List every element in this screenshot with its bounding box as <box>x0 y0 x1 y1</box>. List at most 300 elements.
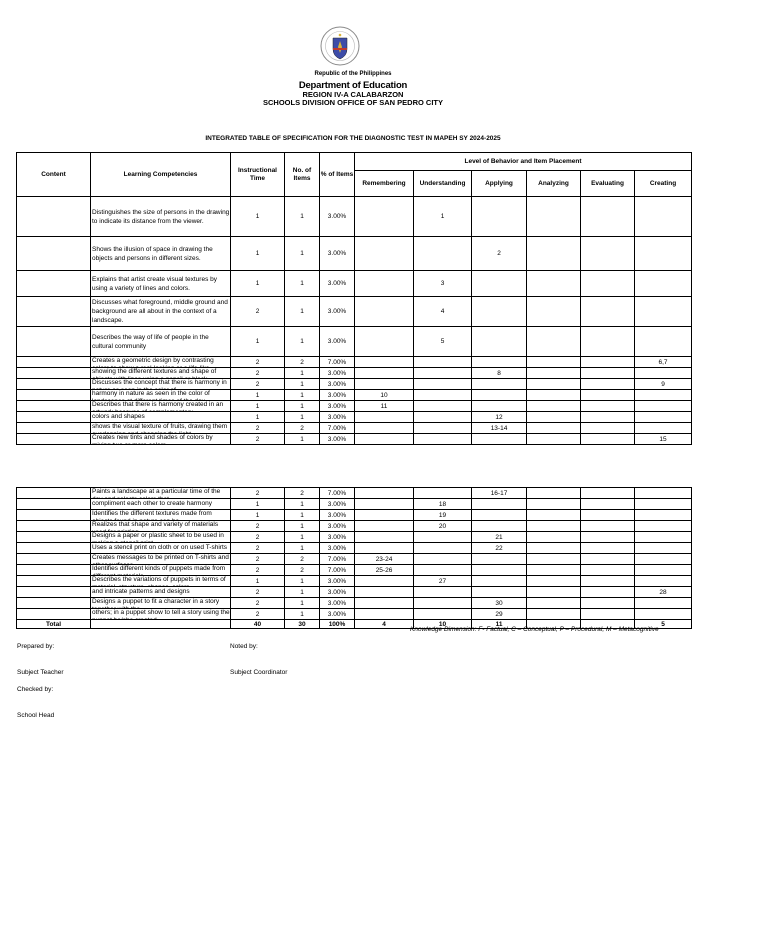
creating-cell <box>635 598 692 609</box>
percent-cell: 3.00% <box>320 412 355 423</box>
department-label: Department of Education <box>298 80 408 91</box>
evaluating-cell <box>581 327 635 357</box>
competency-cell <box>91 412 231 423</box>
understanding-cell <box>414 401 472 412</box>
applying-cell: 8 <box>472 368 527 379</box>
table-row <box>17 412 692 423</box>
time-cell: 2 <box>231 554 285 565</box>
understanding-cell: 18 <box>414 499 472 510</box>
competency-text: Uses a stencil print on cloth or on used T-shirts <box>92 544 227 551</box>
content-cell <box>17 423 91 434</box>
creating-cell <box>635 271 692 297</box>
division-label: SCHOOLS DIVISION OFFICE OF SAN PEDRO CITY <box>262 98 443 107</box>
applying-cell <box>472 327 527 357</box>
percent-cell: 3.00% <box>320 521 355 532</box>
content-cell <box>17 543 91 554</box>
applying-cell: 30 <box>472 598 527 609</box>
analyzing-cell <box>527 271 581 297</box>
content-cell <box>17 488 91 499</box>
applying-cell <box>472 390 527 401</box>
remembering-cell <box>355 197 414 237</box>
items-cell: 1 <box>285 434 320 445</box>
analyzing-cell <box>527 237 581 271</box>
understanding-cell <box>414 565 472 576</box>
analyzing-cell <box>527 379 581 390</box>
percent-cell: 3.00% <box>320 271 355 297</box>
remembering-cell <box>355 521 414 532</box>
creating-cell <box>635 565 692 576</box>
time-cell: 1 <box>231 197 285 237</box>
understanding-cell <box>414 598 472 609</box>
items-cell: 1 <box>285 521 320 532</box>
creating-cell <box>635 327 692 357</box>
competency-text: showing the different textures and shape of <box>92 368 217 375</box>
remembering-cell <box>355 609 414 620</box>
understanding-cell <box>414 609 472 620</box>
understanding-cell: 5 <box>414 327 472 357</box>
table-row <box>17 297 692 327</box>
header-applying: Applying <box>472 171 527 197</box>
applying-cell <box>472 565 527 576</box>
creating-cell <box>635 297 692 327</box>
republic-label: Republic of the Philippines <box>314 71 392 77</box>
percent-cell: 3.00% <box>320 379 355 390</box>
table-row <box>17 576 692 587</box>
header-percent: % of Items <box>320 153 355 197</box>
evaluating-cell <box>581 576 635 587</box>
percent-cell: 7.00% <box>320 357 355 368</box>
percent-cell: 3.00% <box>320 609 355 620</box>
creating-cell <box>635 576 692 587</box>
table-row <box>17 587 692 598</box>
competency-text: and intricate patterns and designs <box>92 588 190 595</box>
evaluating-cell <box>581 423 635 434</box>
competency-text: shows the visual texture of fruits, drawing them <box>92 423 228 430</box>
creating-cell <box>635 368 692 379</box>
content-cell <box>17 237 91 271</box>
competency-cell <box>91 609 231 620</box>
applying-cell: 12 <box>472 412 527 423</box>
table-row <box>17 499 692 510</box>
evaluating-cell <box>581 521 635 532</box>
competency-cell <box>91 598 231 609</box>
content-cell <box>17 271 91 297</box>
competency-text: colors and shapes <box>92 413 145 420</box>
percent-cell: 7.00% <box>320 488 355 499</box>
time-cell: 2 <box>231 609 285 620</box>
creating-cell <box>635 237 692 271</box>
items-cell: 1 <box>285 412 320 423</box>
remembering-cell: 11 <box>355 401 414 412</box>
understanding-cell <box>414 488 472 499</box>
document-title: INTEGRATED TABLE OF SPECIFICATION FOR THE DIAGNOSTIC TEST IN MAPEH SY 2024-2025 <box>205 135 501 142</box>
competency-cell <box>91 576 231 587</box>
time-cell: 2 <box>231 297 285 327</box>
table-row <box>17 368 692 379</box>
understanding-cell: 20 <box>414 521 472 532</box>
content-cell <box>17 532 91 543</box>
understanding-cell: 27 <box>414 576 472 587</box>
time-cell: 2 <box>231 434 285 445</box>
competency-cell <box>91 379 231 390</box>
total-applying: 11 <box>472 620 527 629</box>
evaluating-cell <box>581 565 635 576</box>
competency-cell <box>91 510 231 521</box>
percent-cell: 7.00% <box>320 554 355 565</box>
header-competencies: Learning Competencies <box>91 153 231 197</box>
time-cell: 1 <box>231 401 285 412</box>
competency-cell <box>91 423 231 434</box>
remembering-cell: 25-26 <box>355 565 414 576</box>
remembering-cell <box>355 368 414 379</box>
competency-text: Paints a landscape at a particular time of the <box>92 488 221 495</box>
competency-text: Discusses what foreground, middle ground and background are all about in the context of a landscape. <box>92 299 228 324</box>
evaluating-cell <box>581 609 635 620</box>
understanding-cell <box>414 390 472 401</box>
percent-cell: 3.00% <box>320 434 355 445</box>
applying-cell <box>472 401 527 412</box>
deped-seal <box>320 25 360 67</box>
analyzing-cell <box>527 488 581 499</box>
specification-table-part1 <box>16 152 692 445</box>
applying-cell: 21 <box>472 532 527 543</box>
understanding-cell <box>414 357 472 368</box>
header-understanding: Understanding <box>414 171 472 197</box>
competency-text: Identifies the different textures made from <box>92 510 212 517</box>
competency-cell <box>91 390 231 401</box>
analyzing-cell <box>527 598 581 609</box>
applying-cell <box>472 379 527 390</box>
remembering-cell <box>355 587 414 598</box>
understanding-cell <box>414 587 472 598</box>
evaluating-cell <box>581 237 635 271</box>
percent-cell: 3.00% <box>320 510 355 521</box>
competency-cell <box>91 587 231 598</box>
competency-cell <box>91 488 231 499</box>
specification-table-part2 <box>16 487 692 629</box>
applying-cell <box>472 576 527 587</box>
table-row <box>17 510 692 521</box>
creating-cell <box>635 532 692 543</box>
competency-cell <box>91 237 231 271</box>
competency-text: compliment each other to create harmony <box>92 500 212 507</box>
time-cell: 2 <box>231 357 285 368</box>
table-row <box>17 327 692 357</box>
items-cell: 2 <box>285 565 320 576</box>
competency-text: Describes the variations of puppets in terms of <box>92 576 226 583</box>
total-percent: 100% <box>320 620 355 629</box>
analyzing-cell <box>527 297 581 327</box>
remembering-cell <box>355 510 414 521</box>
evaluating-cell <box>581 434 635 445</box>
creating-cell <box>635 390 692 401</box>
header-analyzing: Analyzing <box>527 171 581 197</box>
competency-text: Discusses the concept that there is harmony in <box>92 379 227 386</box>
evaluating-cell <box>581 499 635 510</box>
items-cell: 1 <box>285 368 320 379</box>
competency-text: Creates new tints and shades of colors by <box>92 434 213 441</box>
creating-cell: 9 <box>635 379 692 390</box>
prepared-by-label: Prepared by: <box>17 643 55 650</box>
percent-cell: 3.00% <box>320 598 355 609</box>
content-cell <box>17 379 91 390</box>
analyzing-cell <box>527 543 581 554</box>
competency-text: Realizes that shape and variety of materials <box>92 521 219 528</box>
content-cell <box>17 499 91 510</box>
content-cell <box>17 598 91 609</box>
items-cell: 2 <box>285 423 320 434</box>
knowledge-dimension-note: Knowledge Dimension: F- Factual, C – Conceptual, P – Procedural, M – Metacognitive <box>410 626 659 633</box>
table-row <box>17 598 692 609</box>
items-cell: 1 <box>285 543 320 554</box>
remembering-cell <box>355 423 414 434</box>
content-cell <box>17 554 91 565</box>
percent-cell: 3.00% <box>320 237 355 271</box>
items-cell: 1 <box>285 237 320 271</box>
analyzing-cell <box>527 587 581 598</box>
time-cell: 1 <box>231 237 285 271</box>
understanding-cell: 3 <box>414 271 472 297</box>
table-row <box>17 554 692 565</box>
evaluating-cell <box>581 554 635 565</box>
time-cell: 1 <box>231 327 285 357</box>
competency-text: Designs a puppet to fit a character in a story <box>92 598 220 605</box>
school-head-label: School Head <box>17 712 55 719</box>
content-cell <box>17 197 91 237</box>
evaluating-cell <box>581 390 635 401</box>
remembering-cell <box>355 499 414 510</box>
time-cell: 2 <box>231 587 285 598</box>
analyzing-cell <box>527 197 581 237</box>
evaluating-cell <box>581 357 635 368</box>
remembering-cell: 23-24 <box>355 554 414 565</box>
time-cell: 1 <box>231 510 285 521</box>
items-cell: 1 <box>285 401 320 412</box>
content-cell <box>17 401 91 412</box>
applying-cell <box>472 510 527 521</box>
analyzing-cell <box>527 412 581 423</box>
understanding-cell: 4 <box>414 297 472 327</box>
evaluating-cell <box>581 488 635 499</box>
competency-text: Designs a paper or plastic sheet to be used in <box>92 532 224 539</box>
items-cell: 1 <box>285 598 320 609</box>
items-cell: 2 <box>285 488 320 499</box>
time-cell: 1 <box>231 576 285 587</box>
evaluating-cell <box>581 271 635 297</box>
table-row <box>17 609 692 620</box>
competency-text: Shows the illusion of space in drawing the objects and persons in different sizes. <box>92 245 213 262</box>
table-row <box>17 357 692 368</box>
content-cell <box>17 576 91 587</box>
creating-cell <box>635 609 692 620</box>
header-creating: Creating <box>635 171 692 197</box>
creating-cell <box>635 554 692 565</box>
competency-cell <box>91 297 231 327</box>
competency-cell <box>91 554 231 565</box>
total-creating: 5 <box>635 620 692 629</box>
table-row <box>17 521 692 532</box>
analyzing-cell <box>527 423 581 434</box>
time-cell: 2 <box>231 423 285 434</box>
table-row <box>17 379 692 390</box>
understanding-cell <box>414 532 472 543</box>
header-content: Content <box>17 153 91 197</box>
applying-cell <box>472 499 527 510</box>
remembering-cell: 10 <box>355 390 414 401</box>
content-cell <box>17 327 91 357</box>
table-row <box>17 532 692 543</box>
competency-text: harmony in nature as seen in the color of <box>92 390 210 397</box>
applying-cell: 2 <box>472 237 527 271</box>
competency-cell <box>91 499 231 510</box>
competency-text: Creates messages to be printed on T-shirts and <box>92 554 229 561</box>
percent-cell: 3.00% <box>320 532 355 543</box>
header-items: No. of Items <box>285 153 320 197</box>
evaluating-cell <box>581 379 635 390</box>
content-cell <box>17 609 91 620</box>
content-cell <box>17 434 91 445</box>
remembering-cell <box>355 532 414 543</box>
time-cell: 2 <box>231 521 285 532</box>
content-cell <box>17 510 91 521</box>
understanding-cell <box>414 379 472 390</box>
table-row <box>17 390 692 401</box>
competency-cell <box>91 521 231 532</box>
evaluating-cell <box>581 543 635 554</box>
items-cell: 1 <box>285 532 320 543</box>
total-items: 30 <box>285 620 320 629</box>
analyzing-cell <box>527 499 581 510</box>
table-row <box>17 543 692 554</box>
evaluating-cell <box>581 297 635 327</box>
checked-by-label: Checked by: <box>17 686 54 693</box>
creating-cell <box>635 423 692 434</box>
analyzing-cell <box>527 390 581 401</box>
competency-cell <box>91 532 231 543</box>
items-cell: 2 <box>285 554 320 565</box>
applying-cell <box>472 434 527 445</box>
noted-by-label: Noted by: <box>230 643 258 650</box>
understanding-cell: 1 <box>414 197 472 237</box>
competency-text: Explains that artist create visual textures by using a variety of lines and colors. <box>92 275 218 292</box>
applying-cell <box>472 587 527 598</box>
analyzing-cell <box>527 434 581 445</box>
table-row <box>17 237 692 271</box>
understanding-cell: 19 <box>414 510 472 521</box>
time-cell: 2 <box>231 379 285 390</box>
evaluating-cell <box>581 401 635 412</box>
creating-cell: 15 <box>635 434 692 445</box>
items-cell: 1 <box>285 390 320 401</box>
items-cell: 1 <box>285 587 320 598</box>
analyzing-cell <box>527 357 581 368</box>
creating-cell <box>635 412 692 423</box>
remembering-cell <box>355 237 414 271</box>
competency-text: Describes the way of life of people in the cultural community <box>92 333 209 350</box>
understanding-cell <box>414 554 472 565</box>
remembering-cell <box>355 271 414 297</box>
table-row <box>17 423 692 434</box>
items-cell: 1 <box>285 271 320 297</box>
total-remembering: 4 <box>355 620 414 629</box>
creating-cell <box>635 521 692 532</box>
table-row <box>17 401 692 412</box>
percent-cell: 7.00% <box>320 565 355 576</box>
competency-cell <box>91 434 231 445</box>
percent-cell: 3.00% <box>320 576 355 587</box>
creating-cell <box>635 543 692 554</box>
understanding-cell <box>414 368 472 379</box>
percent-cell: 3.00% <box>320 297 355 327</box>
understanding-cell <box>414 412 472 423</box>
items-cell: 1 <box>285 609 320 620</box>
remembering-cell <box>355 598 414 609</box>
percent-cell: 3.00% <box>320 401 355 412</box>
analyzing-cell <box>527 401 581 412</box>
analyzing-cell <box>527 576 581 587</box>
competency-cell <box>91 197 231 237</box>
percent-cell: 3.00% <box>320 327 355 357</box>
percent-cell: 3.00% <box>320 390 355 401</box>
items-cell: 1 <box>285 379 320 390</box>
competency-text: others; in a puppet show to tell a story using the <box>92 609 230 616</box>
header-remembering: Remembering <box>355 171 414 197</box>
items-cell: 1 <box>285 327 320 357</box>
time-cell: 2 <box>231 368 285 379</box>
applying-cell <box>472 197 527 237</box>
remembering-cell <box>355 576 414 587</box>
applying-cell: 22 <box>472 543 527 554</box>
time-cell: 2 <box>231 488 285 499</box>
evaluating-cell <box>581 598 635 609</box>
percent-cell: 3.00% <box>320 587 355 598</box>
content-cell <box>17 412 91 423</box>
evaluating-cell <box>581 412 635 423</box>
time-cell: 1 <box>231 271 285 297</box>
understanding-cell <box>414 237 472 271</box>
header-time: Instructional Time <box>231 153 285 197</box>
evaluating-cell <box>581 197 635 237</box>
content-cell <box>17 390 91 401</box>
understanding-cell <box>414 543 472 554</box>
items-cell: 1 <box>285 197 320 237</box>
analyzing-cell <box>527 565 581 576</box>
table-row <box>17 434 692 445</box>
competency-text: Creates a geometric design by contrasting <box>92 357 214 364</box>
competency-text: Identifies different kinds of puppets made from <box>92 565 226 572</box>
applying-cell <box>472 297 527 327</box>
content-cell <box>17 521 91 532</box>
analyzing-cell <box>527 521 581 532</box>
competency-cell <box>91 565 231 576</box>
total-time: 40 <box>231 620 285 629</box>
applying-cell: 13-14 <box>472 423 527 434</box>
remembering-cell <box>355 297 414 327</box>
analyzing-cell <box>527 510 581 521</box>
understanding-cell <box>414 423 472 434</box>
remembering-cell <box>355 434 414 445</box>
creating-cell: 28 <box>635 587 692 598</box>
time-cell: 2 <box>231 565 285 576</box>
percent-cell: 3.00% <box>320 499 355 510</box>
table-row <box>17 488 692 499</box>
analyzing-cell <box>527 532 581 543</box>
creating-cell <box>635 499 692 510</box>
applying-cell <box>472 521 527 532</box>
time-cell: 1 <box>231 499 285 510</box>
analyzing-cell <box>527 609 581 620</box>
time-cell: 2 <box>231 543 285 554</box>
